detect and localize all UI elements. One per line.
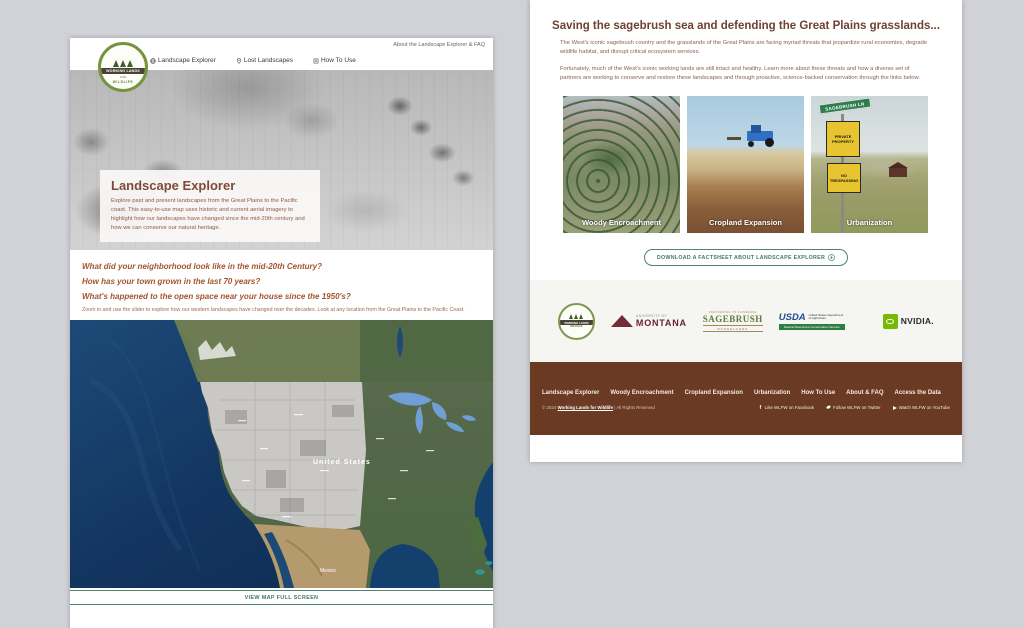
social-label: Like WLFW on Facebook: [764, 405, 815, 411]
street-sign: SAGEBRUSH LN: [819, 98, 871, 115]
threats-about-page: [530, 0, 962, 462]
card-caption: Urbanization: [846, 218, 893, 228]
montana-wordmark: MONTANA: [635, 318, 687, 329]
footer-link-urbanization[interactable]: Urbanization: [753, 390, 791, 397]
woody-encroachment-card[interactable]: [563, 96, 680, 233]
sagebrush-rangelands-logo[interactable]: [703, 310, 763, 332]
question-line: What's happened to the open space near your house since the 1950's?: [82, 292, 351, 301]
social-label: Follow WLFW on Twitter: [833, 405, 881, 411]
copyright-text: [542, 405, 655, 410]
threats-heading: Saving the sagebrush sea and defending the Great Plains grasslands...: [552, 20, 940, 32]
globe-icon: [150, 58, 156, 64]
wlfw-logo-icon: [558, 303, 595, 340]
partner-logos-section: [530, 280, 962, 362]
questions-subtext: Zoom in and use the slider to explore how our western landscapes have changed over the decades. Look at any location from the Great Plains to the Pacific Coast.: [82, 307, 465, 313]
nav-lost-landscapes[interactable]: [236, 57, 293, 64]
threats-paragraph: The West's iconic sagebrush country and the grasslands of the Great Plains are facing myriad threats that jeopardize rural economies, degrade wildlife habitat, and disrupt critical ecosystem services.: [560, 40, 928, 56]
footer-link-cropland-expansion[interactable]: Cropland Expansion: [684, 390, 743, 397]
nvidia-eye-icon: [883, 314, 898, 329]
logo-wildlife-text: WILDLIFE: [112, 80, 134, 84]
threats-paragraph: Fortunately, much of the West's iconic working lands are still intact and healthy. Learn more about these threats and how a diverse set of partners are working to conserve and restore these landscapes and through proactive, science-backed conservation through the links below.: [560, 65, 920, 81]
wlfw-wildlife-text: WILDLIFE: [570, 325, 583, 329]
download-factsheet-button[interactable]: [644, 249, 848, 266]
view-map-full-screen-button[interactable]: VIEW MAP FULL SCREEN: [70, 590, 493, 605]
house-illustration: [889, 168, 907, 177]
landscape-explorer-landing-page: [70, 38, 493, 628]
youtube-play-icon: [893, 406, 897, 410]
social-links: [758, 405, 950, 410]
tractor-illustration: [739, 128, 775, 145]
cropland-expansion-card[interactable]: [687, 96, 804, 233]
montana-mountain-icon: [611, 315, 633, 327]
site-footer: [530, 362, 962, 435]
download-icon: [828, 254, 835, 261]
footer-links: [542, 390, 950, 396]
twitter-bird-icon: [826, 405, 831, 410]
sagebrush-wordmark: SAGEBRUSH: [702, 314, 763, 325]
logo-trees-icon: [113, 60, 133, 67]
nvidia-wordmark: NVIDIA.: [900, 316, 934, 327]
org-link[interactable]: Working Lands for Wildlife: [557, 405, 613, 411]
interactive-satellite-map[interactable]: [70, 320, 493, 588]
sagebrush-small-text: PARTNERING TO CONSERVE: [708, 310, 757, 315]
rights-text: | All Rights Reserved: [614, 405, 655, 411]
footer-link-woody-encroachment[interactable]: Woody Encroachment: [610, 390, 674, 397]
questions-section: [70, 250, 493, 313]
nrcs-bar-text: Natural Resources Conservation Service: [779, 324, 845, 330]
nav-label: Landscape Explorer: [158, 57, 216, 64]
threat-cards-row: [563, 96, 962, 233]
logo-band-text: WORKING LANDS: [101, 68, 145, 74]
facebook-link[interactable]: [758, 405, 814, 410]
nav-how-to-use[interactable]: [313, 57, 356, 64]
about-faq-link[interactable]: About the Landscape Explorer & FAQ: [393, 41, 485, 48]
nvidia-logo[interactable]: [883, 314, 934, 329]
map-label-mexico: Mexico: [320, 568, 336, 574]
university-of-montana-logo[interactable]: [611, 314, 687, 328]
page-title: Landscape Explorer: [111, 178, 236, 193]
card-caption: Woody Encroachment: [581, 218, 662, 228]
nav-label: Lost Landscapes: [243, 57, 293, 64]
footer-link-about-faq[interactable]: About & FAQ: [846, 390, 884, 397]
usda-dept-text: United States Department of Agriculture: [808, 312, 844, 321]
download-button-label: DOWNLOAD A FACTSHEET ABOUT LANDSCAPE EXPLORER: [656, 254, 826, 261]
footer-link-landscape-explorer[interactable]: Landscape Explorer: [542, 390, 600, 397]
map-label-united-states: United States: [313, 459, 371, 466]
map-pin-icon: [236, 58, 242, 64]
montana-small-text: UNIVERSITY OF: [635, 314, 668, 319]
copyright-year: © 2024: [542, 405, 557, 411]
footer-link-how-to-use[interactable]: How To Use: [801, 390, 836, 397]
guide-book-icon: [313, 58, 319, 64]
youtube-link[interactable]: [893, 405, 950, 410]
social-label: Watch WLFW on YouTube: [898, 405, 950, 411]
historic-aerial-hero-image: [70, 70, 493, 250]
footer-bottom-row: [542, 405, 950, 410]
hero-intro-text: Explore past and present landscapes from the Great Plains to the Pacific coast. This easy-to-use map uses historic and current aerial imagery to highlight how our landscapes have changed since the mid-20th century and how we can conserve our natural heritage.: [111, 198, 305, 231]
no-trespassing-sign: NO TRESPASSING: [827, 163, 861, 193]
usda-nrcs-logo[interactable]: [779, 312, 867, 331]
private-property-sign: PRIVATE PROPERTY: [826, 121, 860, 157]
wlfw-logo[interactable]: [98, 42, 148, 92]
footer-link-access-data[interactable]: Access the Data: [894, 390, 941, 397]
question-line: How has your town grown in the last 70 years?: [82, 277, 261, 286]
facebook-icon: f: [759, 404, 762, 411]
twitter-link[interactable]: [826, 405, 881, 410]
question-line: What did your neighborhood look like in the mid-20th Century?: [82, 262, 322, 271]
wlfw-partner-logo[interactable]: [558, 303, 595, 340]
urbanization-card[interactable]: [811, 96, 928, 233]
wlfw-band-text: WORKING LANDS: [558, 320, 594, 325]
logo-for-text: · FOR ·: [118, 75, 128, 79]
hero-intro-card: [100, 170, 320, 242]
sagebrush-band-text: RANGELANDS: [703, 325, 763, 332]
satellite-map-graphic: [70, 320, 493, 588]
usda-wordmark: USDA: [778, 311, 806, 323]
nav-label: How To Use: [320, 57, 356, 64]
nav-landscape-explorer[interactable]: [150, 57, 216, 64]
card-caption: Cropland Expansion: [709, 218, 782, 228]
